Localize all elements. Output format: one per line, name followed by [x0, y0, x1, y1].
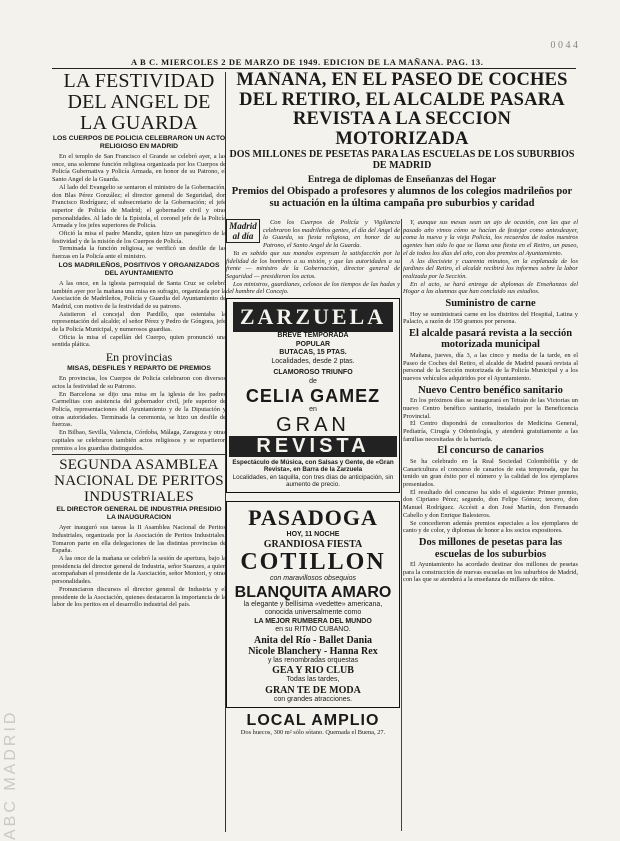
ad-zarzuela	[226, 298, 400, 493]
ad-zarzuela-title: ZARZUELA	[233, 302, 393, 332]
paragraph: Y, aunque sus mesas sean un ajo de ocasión, con las que el pasado año vimos cómo se hacían de festejar como antesdeayer, coma la nueva y la vieja Policía, los recuerdos de todos nuestros agentes han sido lo que se llama una fiesta en el Retiro, un paseo, el de todos los días del año, con dos premios al Ayuntamiento.	[403, 219, 578, 257]
ad-line: de	[309, 377, 317, 385]
subhead-escuelas-suburbios: Dos millones de pesetas para las escuelas de los suburbios	[418, 537, 563, 560]
ad-cotillon: COTILLON	[240, 549, 386, 576]
classified-local-amplio: LOCAL AMPLIO	[246, 712, 380, 730]
ad-line: en	[309, 406, 317, 414]
ad-line: en su RITMO CUBANO.	[275, 626, 351, 634]
headline-angel-guarda: LA FESTIVIDAD DEL ANGEL DE LA GUARDA	[63, 71, 215, 134]
paragraph: Se ha celebrado en la Real Sociedad Colombófila y de Canaricultura el concurso de canarios de esta temporada, que ha tenido un gran éxito por el número y la calidad de los ejemplares presentados.	[403, 457, 578, 489]
paragraph: El Centro dispondrá de consultorios de Medicina General, Pediatría, Cirugía y Odontología, y atenderá gratuitamente a las familias necesitadas de la barriada.	[403, 420, 578, 443]
paragraph: El resultado del concurso ha sido el siguiente: Primer premio, don Cipriano Pérez; segundo, don Felipe Gómez; tercero, don Manuel Rodríguez. Accésit a don José Martín, don Fernando Cabello y don Enrique Balesteros.	[403, 488, 578, 519]
paragraph: En el templo de San Francisco el Grande se celebró ayer, a las once, una solemne función religiosa organizada por los Cuerpos de Policía Gubernativa y Policía Armada, en honor de su Patrono, el Santo Angel de la Guarda.	[52, 153, 226, 184]
paragraph: Ayer inauguró sus tareas la II Asamblea Nacional de Peritos Industriales, organizada por la Asociación de Peritos Industriales. Tomaron parte en ella delegaciones de las distintas provincias de España.	[52, 524, 226, 555]
madrid-al-dia-box: Madrid al día	[226, 219, 260, 243]
paragraph: Asistieron el concejal don Pardillo, que ostentaba la representación del alcalde; el señor Pérez y Pedro de Góngora, jefe de la Policía Municipal, y numerosos guardias.	[52, 310, 226, 334]
ad-line: GEA Y RIO CLUB	[272, 665, 354, 677]
paragraph: En los próximos días se inaugurará en Tetuán de las Victorias un nuevo Centro benéfico sanitario, instalado por la Beneficencia Provincial.	[403, 397, 578, 420]
ad-line: Espectáculo de Música, con Salsas y Gente, de «Gran Revista», en Barra de la Zarzuela	[232, 458, 394, 474]
archive-stamp: ABC MADRID	[2, 709, 19, 840]
paragraph: Se concedieron además premios especiales a los ejemplares de canto y de color, y diplomas de honor a los socios expositores.	[403, 519, 578, 535]
headline-retiro-text: MAÑANA, EN EL PASEO DE COCHES DEL RETIRO, EL ALCALDE PASARA REVISTA A LA SECCION MOTORIZADA	[236, 71, 568, 149]
ad-line: y las renombradas orquestas	[267, 656, 359, 664]
ad-line: la elegante y bellísima «vedette» americana, conocida universalmente como	[243, 600, 383, 617]
article-body	[52, 280, 226, 349]
top-story	[226, 71, 578, 219]
article-body	[403, 397, 578, 443]
ad-pasadoga	[226, 501, 400, 709]
paragraph: Terminada la función religiosa, se verificó un desfile de las fuerzas en la Policía ante el ministro.	[52, 245, 226, 261]
ad-celia-gamez: CELIA GAMEZ	[245, 386, 381, 407]
section-rule	[52, 454, 226, 455]
corner-mark: 0 0 4 4	[550, 40, 578, 51]
column-1	[52, 71, 226, 831]
article-body	[403, 352, 578, 383]
section-provincias: En provincias	[105, 350, 173, 365]
paragraph: El Ayuntamiento ha acordado destinar dos millones de pesetas para la construcción de nuevas escuelas en los suburbios de Madrid, con las que se atenderá a la enseñanza de millares de niños.	[403, 561, 578, 584]
article-body	[403, 219, 578, 296]
paragraph: Mañana, jueves, día 3, a las cinco y media de la tarde, en el Paseo de Coches del Retiro, el alcalde de Madrid pasará revista al personal de la Sección motorizada de la Policía Municipal y a los nuevos vehículos adquiridos por el Ayuntamiento.	[403, 351, 578, 383]
ad-revista: REVISTA	[229, 436, 397, 457]
deck-provincias: MISAS, DESFILES Y REPARTO DE PREMIOS	[67, 365, 211, 373]
paragraph: Al lado del Evangelio se sentaron el ministro de la Gobernación, don Blas Pérez González; el director general de Seguridad, don Francisco Rodríguez; el subsecretario de la Gobernación; el jefe superior de Policía de Madrid; el gobernador civil y otras personalidades. Al lado de la Epístola, el coronel jefe de la Policía Armada y los jefes superiores de Policía.	[52, 183, 226, 230]
ad-line: GRAN TE DE MODA	[265, 684, 361, 696]
ad-line: Nicole Blanchery - Hanna Rex	[248, 645, 378, 657]
article-body	[403, 561, 578, 584]
paragraph: A las once, en la iglesia parroquial de Santa Cruz se celebró también ayer por la mañana una misa en sufragio, organizada por la Asociación de Madrileños, Policía y Guardia del Ayuntamiento de Madrid, con motivo de la festividad de su patrono.	[52, 279, 226, 310]
article-body	[52, 524, 226, 609]
headline-retiro	[226, 71, 578, 149]
ad-line: POPULAR	[295, 340, 331, 348]
headline-peritos: SEGUNDA ASAMBLEA NACIONAL DE PERITOS INDUSTRIALES	[54, 457, 224, 506]
column-divider	[401, 219, 402, 831]
paragraph: Ofició la misa el padre Mandiz, quien hizo un panegírico de la festividad y de la misión de los Cuerpos de Policía.	[52, 230, 226, 245]
subhead-alcalde-revista: El alcalde pasará revista a la sección motorizada municipal	[408, 327, 573, 351]
ad-line: Localidades, en taquilla, con tres días de anticipación, sin aumento de precio.	[232, 473, 394, 489]
paragraph: En el acto, se hará entrega de diplomas de Enseñanzas del Hogar a las alumnas que han concluido sus estudios.	[403, 280, 578, 296]
paragraph: En provincias, los Cuerpos de Policía celebraron con diversos actos la festividad de su Patrono.	[52, 375, 226, 390]
ad-blanquita-amaro: BLANQUITA AMARO	[234, 583, 392, 601]
paragraph: Hoy se suministrará carne en los distritos del Hospital, Latina y Palacio, a razón de 150 gramos por persona.	[403, 310, 578, 326]
ad-line: Anita del Río - Ballet Dania	[253, 634, 373, 646]
ad-line: CLAMOROSO TRIUNFO	[273, 369, 353, 377]
column-2	[226, 219, 400, 831]
subhead-diplomas: Entrega de diplomas de Enseñanzas del Hogar	[307, 175, 497, 185]
paragraph: Oficia la misa el capellán del Cuerpo, quien pronunció una sentida plática.	[52, 333, 226, 349]
classified-body: Dos huecos, 300 m² sólo sótano. Quemada el Buena, 27.	[240, 729, 386, 737]
paragraph: En Barcelona se dijo una misa en la iglesia de los padres Carmelitas con asistencia del gobernador civil, jefe superior de Policía, representaciones del Ayuntamiento y de la Diputación y otras autoridades. Terminada la ceremonia, se hizo un desfile de fuerzas.	[52, 390, 226, 429]
ad-line: GRANDIOSA FIESTA	[263, 539, 363, 551]
article-body	[403, 311, 578, 326]
ad-line: LA MEJOR RUMBERA DEL MUNDO	[254, 617, 372, 625]
ad-line: BREVE TEMPORADA	[277, 332, 349, 340]
paragraph: Los ministros, guardianes, celosos de los tiempos de las hadas y del hambre del Concejo.	[226, 280, 400, 296]
paragraph: A las diecisiete y cuarenta minutos, en la explanada de los jardines del Retiro, el alcalde recibirá los informes sobre la labor realizada por la Sección.	[403, 257, 578, 280]
paragraph: En Bilbao, Sevilla, Valencia, Córdoba, Málaga, Zaragoza y otras capitales se celebraron también actos religiosos y se repartieron premios a los guardias distinguidos.	[52, 429, 226, 452]
ad-line: Todas las tardes,	[286, 676, 340, 684]
subhead-madrilenos: LOS MADRILEÑOS, POSITIVOS Y ORGANIZADOS DEL AYUNTAMIENTO	[58, 261, 220, 277]
subhead-premios: Premios del Obispado a profesores y alumnos de los colegios madrileños por su actuación en la última campaña pro suburbios y caridad	[231, 186, 573, 209]
running-head: A B C. MIERCOLES 2 DE MARZO DE 1949. EDICION DE LA MAÑANA. PAG. 13.	[131, 57, 484, 67]
subhead-suministro-carne: Suministro de carne	[445, 298, 536, 310]
paragraph: Pronunciaron discursos el director general de Industria y el presidente de la Asociación, quienes destacaron la importancia de la labor de los peritos en el desarrollo industrial del país.	[52, 585, 226, 609]
ad-line: con maravillosos obsequios	[270, 575, 356, 583]
deck-policia: LOS CUERPOS DE POLICIA CELEBRARON UN ACTO RELIGIOSO EN MADRID	[52, 135, 226, 150]
ad-pasadoga-title: PASADOGA	[248, 504, 378, 530]
running-head-rule	[52, 68, 576, 69]
paragraph: Ya es sabido que sus mandos expresan la satisfacción por la fidelidad de los hombres a su misión, y que las autoridades a su frente — ministro de la Gobernación, director general de Seguridad — presidieron los actos.	[226, 249, 400, 280]
subhead-concurso-canarios: El concurso de canarios	[437, 445, 544, 457]
ad-gran: GRAN	[276, 413, 350, 436]
article-body	[52, 153, 226, 261]
article-body	[403, 458, 578, 535]
subhead-centro-benefico: Nuevo Centro benéfico sanitario	[418, 384, 563, 396]
paragraph: Con los Cuerpos de Policía y Vigilancia celebraron los madrileños gentes, el día del Angel de la Guarda, su fiesta religiosa, en honor de su Patrono, el Santo Angel de la Guarda.	[263, 219, 400, 250]
ad-line: Localidades, desde 2 ptas.	[271, 357, 355, 365]
madrid-al-dia-body	[226, 219, 400, 296]
column-3	[403, 219, 578, 831]
ad-line: HOY, 11 NOCHE	[286, 530, 340, 538]
paragraph: A las once de la mañana se celebró la sesión de apertura, bajo la presidencia del director general de Industria, señor Suanzes, a quien acompañaban el presidente de la Asociación, señor Moniori, y otras personalidades.	[52, 555, 226, 586]
ad-line: BUTACAS, 15 PTAS.	[279, 349, 347, 357]
ad-line: con grandes atracciones.	[273, 695, 353, 703]
deck-peritos: EL DIRECTOR GENERAL DE INDUSTRIA PRESIDIO LA INAUGURACION	[56, 506, 222, 522]
subhead-dos-millones: DOS MILLONES DE PESETAS PARA LAS ESCUELAS DE LOS SUBURBIOS DE MADRID	[229, 149, 575, 171]
article-body	[52, 375, 226, 452]
